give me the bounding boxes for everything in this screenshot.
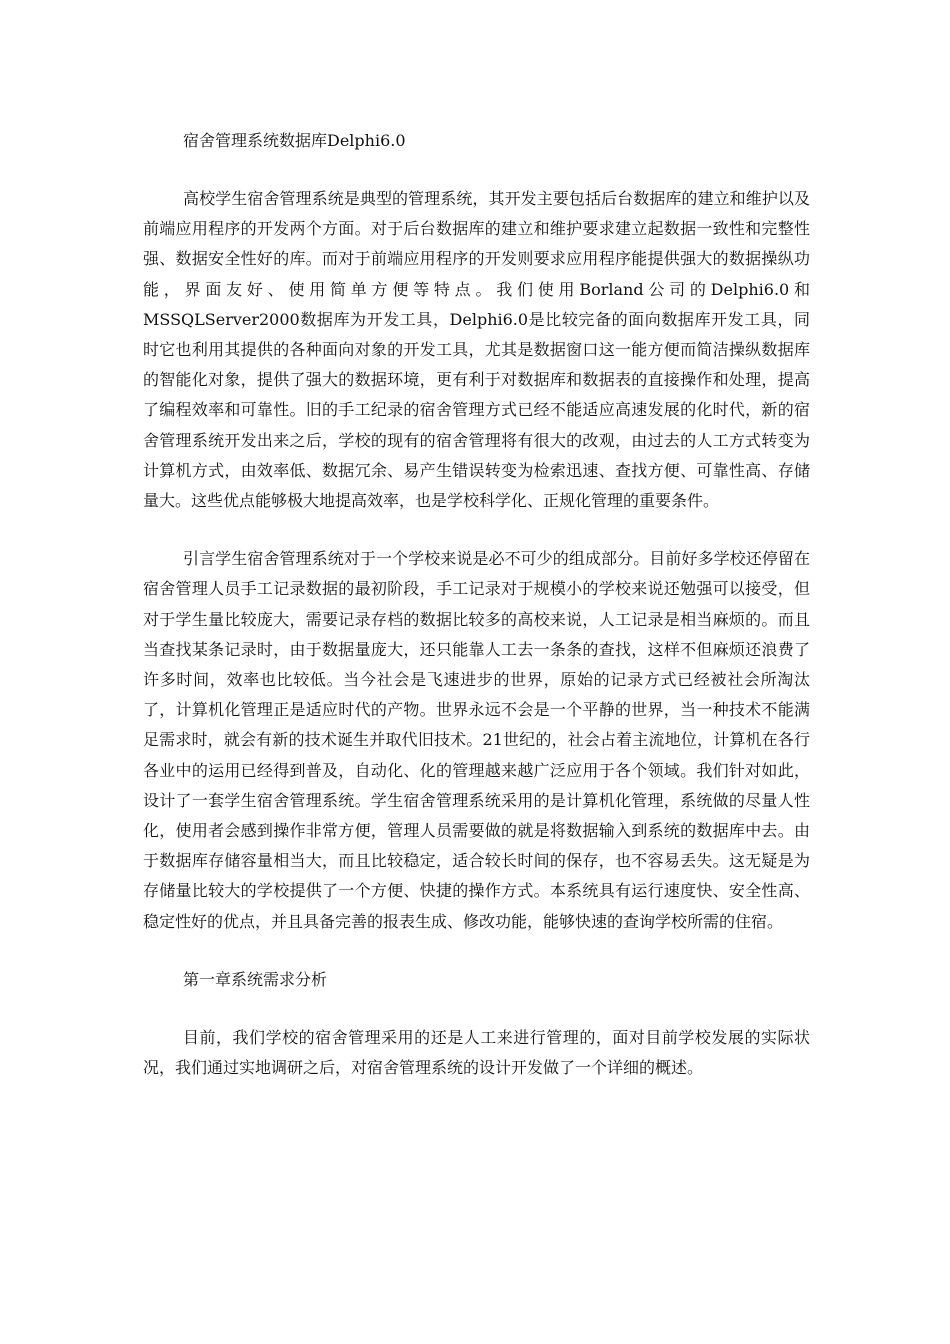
body-paragraph-1: 高校学生宿舍管理系统是典型的管理系统，其开发主要包括后台数据库的建立和维护以及前端应用程序的开发两个方面。对于后台数据库的建立和维护要求建立起数据一致性和完整性强、数据安全性好的库。而对于前端应用程序的开发则要求应用程序能提供强大的数据操纵功能，界面友好、使用简单方便等特点。我们使用Borland公司的Delphi6.0和MSSQLServer2000数据库为开发工具，Delphi6.0是比较完备的面向数据库开发工具，同时它也利用其提供的各种面向对象的开发工具，尤其是数据窗口这一能方便而简洁操纵数据库的智能化对象，提供了强大的数据环境，更有利于对数据库和数据表的直接操作和处理，提高了编程效率和可靠性。旧的手工纪录的宿舍管理方式已经不能适应高速发展的化时代，新的宿舍管理系统开发出来之后，学校的现有的宿舍管理将有很大的改观，由过去的人工方式转变为计算机方式，由效率低、数据冗余、易产生错误转变为检索迅速、查找方便、可靠性高、存储量大。这些优点能够极大地提高效率，也是学校科学化、正规化管理的重要条件。 bbox=[143, 189, 810, 511]
spacer bbox=[143, 995, 810, 1023]
spacer bbox=[143, 516, 810, 544]
spacer bbox=[143, 156, 810, 184]
document-page bbox=[143, 126, 810, 1083]
body-paragraph-2: 引言学生宿舍管理系统对于一个学校来说是必不可少的组成部分。目前好多学校还停留在宿舍管理人员手工记录数据的最初阶段，手工记录对于规模小的学校来说还勉强可以接受，但对于学生量比较庞大，需要记录存档的数据比较多的高校来说，人工记录是相当麻烦的。而且当查找某条记录时，由于数据量庞大，还只能靠人工去一条条的查找，这样不但麻烦还浪费了许多时间，效率也比较低。当今社会是飞速进步的世界，原始的记录方式已经被社会所淘汰了，计算机化管理正是适应时代的产物。世界永远不会是一个平静的世界，当一种技术不能满足需求时，就会有新的技术诞生并取代旧技术。21世纪的，社会占着主流地位，计算机在各行各业中的运用已经得到普及，自动化、化的管理越来越广泛应用于各个领域。我们针对如此，设计了一套学生宿舍管理系统。学生宿舍管理系统采用的是计算机化管理，系统做的尽量人性化，使用者会感到操作非常方便，管理人员需要做的就是将数据输入到系统的数据库中去。由于数据库存储容量相当大，而且比较稳定，适合较长时间的保存，也不容易丢失。这无疑是为存储量比较大的学校提供了一个方便、快捷的操作方式。本系统具有运行速度快、安全性高、稳定性好的优点，并且具备完善的报表生成、修改功能，能够快速的查询学校所需的住宿。 bbox=[143, 549, 810, 931]
chapter-heading: 第一章系统需求分析 bbox=[183, 969, 328, 989]
spacer bbox=[143, 937, 810, 965]
document-title: 宿舍管理系统数据库Delphi6.0 bbox=[183, 131, 406, 150]
chapter-paragraph: 目前，我们学校的宿舍管理采用的还是人工来进行管理的，面对目前学校发展的实际状况，我们通过实地调研之后，对宿舍管理系统的设计开发做了一个详细的概述。 bbox=[143, 1027, 810, 1078]
